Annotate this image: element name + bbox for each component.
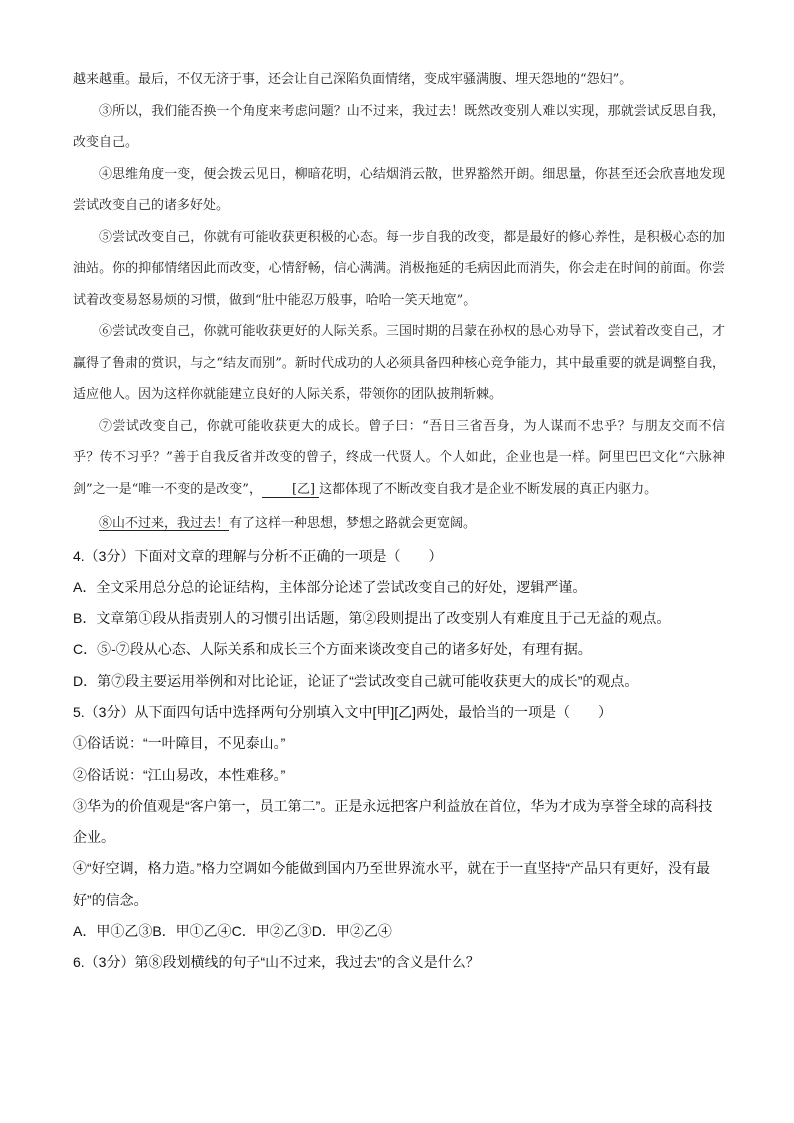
question-5-stem: 5.（3分）从下面四句话中选择两句分别填入文中[甲][乙]两处，最恰当的一项是（ ） <box>73 703 613 720</box>
page-content <box>73 64 725 979</box>
paragraph-7 <box>73 411 725 506</box>
question-6 <box>73 947 725 978</box>
question-4-option-d: D．第⑦段主要运用举例和对比论证，论证了“尝试改变自己就可能收获更大的成长”的观点。 <box>73 672 639 689</box>
question-5-item-2: ②俗话说：“江山易改，本性难移。” <box>73 766 286 783</box>
question-4 <box>73 541 725 697</box>
paragraph-4: ④思维角度一变，便会拨云见日，柳暗花明，心结烟消云散，世界豁然开朗。细思量，你甚至还会欣喜地发现尝试改变自己的诸多好处。 <box>73 166 725 213</box>
paragraph-7-text-b: 这都体现了不断改变自我才是企业不断发展的真正内驱力。 <box>319 481 658 497</box>
paragraph-7-text-a: ⑦尝试改变自己，你就可能收获更大的成长。曾子曰：“吾日三省吾身，为人谋而不忠乎？与朋友交而不信乎？传不习乎？”善于自我反省并改变的曾子，终成一代贤人。个人如此，企业也是一样。阿里巴巴文化“六脉神剑”之一是“唯一不变的是改变”， <box>73 418 725 497</box>
question-5-item-1: ①俗话说：“一叶障目，不见泰山。” <box>73 735 286 752</box>
paragraph-continued: 越来越重。最后，不仅无济于事，还会让自己深陷负面情绪，变成牢骚满腹、埋天怨地的“怨妇”。 <box>73 72 633 87</box>
paragraph-8 <box>73 508 725 540</box>
question-5 <box>73 697 725 947</box>
question-4-option-c: C．⑤-⑦段从心态、人际关系和成长三个方面来谈改变自己的诸多好处，有理有据。 <box>73 641 592 658</box>
question-5-options: A．甲①乙③B．甲①乙④C．甲②乙③D．甲②乙④ <box>73 923 392 940</box>
question-4-option-a: A．全文采用总分总的论证结构，主体部分论述了尝试改变自己的好处，逻辑严谨。 <box>73 578 587 595</box>
question-4-option-b: B．文章第①段从指责别人的习惯引出话题，第②段则提出了改变别人有难度且于己无益的观点。 <box>73 610 671 627</box>
question-4-stem: 4.（3分）下面对文章的理解与分析不正确的一项是（ ） <box>73 547 443 564</box>
question-5-item-3: ③华为的价值观是“客户第一，员工第二”。正是永远把客户利益放在首位，华为才成为享誉全球的高科技企业。 <box>73 797 713 846</box>
paragraph-6: ⑥尝试改变自己，你就可能收获更好的人际关系。三国时期的吕蒙在孙权的恳心劝导下，尝试着改变自己，才赢得了鲁肃的赏识，与之“结友而别”。新时代成功的人必须具备四种核心竞争能力，其中最重要的就是调整自我，适应他人。因为这样你就能建立良好的人际关系，带领你的团队披荆斩棘。 <box>73 324 725 402</box>
paragraph-3: ③所以，我们能否换一个角度来考虑问题？山不过来，我过去！既然改变别人难以实现，那就尝试反思自我，改变自己。 <box>73 103 725 150</box>
passage <box>73 64 725 540</box>
paragraph-8-rest: 有了这样一种思想，梦想之路就会更宽阔。 <box>229 516 477 531</box>
underlined-sentence: ⑧山不过来，我过去！ <box>99 516 230 531</box>
blank-yi: [乙] <box>262 482 319 499</box>
question-6-stem: 6.（3分）第⑧段划横线的句子“山不过来，我过去”的含义是什么？ <box>73 954 480 971</box>
question-5-item-4: ④“好空调，格力造。”格力空调如今能做到国内乃至世界流水平，就在于一直坚持“产品只有更好，没有最好”的信念。 <box>73 860 710 908</box>
paragraph-5: ⑤尝试改变自己，你就有可能收获更积极的心态。每一步自我的改变，都是最好的修心养性，是积极心态的加油站。你的抑郁情绪因此而改变，心情舒畅，信心满满。消极拖延的毛病因此而消失，你会走在时间的前面。你尝试着改变易怒易烦的习惯，做到“肚中能忍万般事，哈哈一笑天地宽”。 <box>73 229 725 308</box>
